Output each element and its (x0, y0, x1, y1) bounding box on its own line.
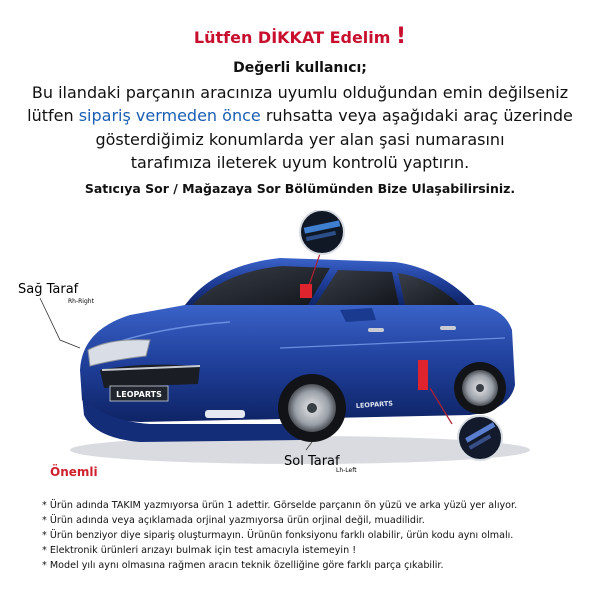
note-item: * Ürün benziyor diye sipariş oluşturmayın. Ürünün fonksiyonu farklı olabilir, ürün kodu aynı olmalı. (42, 530, 514, 541)
greeting: Değerli kullanıcı; (233, 60, 367, 76)
paragraph-line-2-post: ruhsatta veya aşağıdaki araç üzerinde (265, 106, 573, 125)
important-heading: Önemli (50, 465, 98, 479)
vin-marker-door (418, 360, 428, 390)
rear-wheel-hub (476, 384, 484, 392)
plate-text: LEOPARTS (116, 390, 162, 399)
callout-circle-door (458, 416, 502, 460)
door-text: LEOPARTS (355, 399, 394, 410)
left-side-label: Sol Taraf (284, 454, 340, 469)
paragraph-line-2 (0, 106, 600, 125)
note-item: * Ürün adında TAKIM yazmıyorsa ürün 1 adettir. Görselde parçanın ön yüzü ve arka yüzü yer alıyor. (42, 500, 518, 511)
notice-title-text: Lütfen DİKKAT Edelim (193, 28, 391, 47)
fog-light (205, 410, 245, 418)
door-handle-front (368, 328, 384, 332)
side-mirror (340, 308, 376, 322)
note-item: * Elektronik ürünleri arızayı bulmak için test amacıyla istemeyin ! (42, 545, 357, 556)
contact-line: Satıcıya Sor / Mağazaya Sor Bölümünden Bize Ulaşabilirsiniz. (84, 181, 516, 196)
paragraph-line-1: Bu ilandaki parçanın aracınıza uyumlu olduğundan emin değilseniz (31, 83, 569, 102)
car-illustration (0, 210, 600, 472)
right-side-label: Sağ Taraf (18, 282, 79, 297)
notice-title-exclaim: ! (396, 24, 407, 49)
right-side-pointer (40, 298, 80, 348)
front-wheel-hub (307, 403, 317, 413)
notice-title (0, 24, 600, 49)
paragraph-line-2-pre: lütfen (27, 106, 74, 125)
vin-marker-windshield (300, 284, 312, 298)
note-item: * Model yılı aynı olmasına rağmen aracın teknik özelliğine göre farklı parça çıkabilir. (42, 560, 444, 571)
note-item: * Ürün adında veya açıklamada orjinal yazmıyorsa ürün orjinal değil, muadilidir. (42, 515, 425, 526)
paragraph-line-3: gösterdiğimiz konumlarda yer alan şasi numarasını (95, 130, 505, 149)
door-handle-rear (440, 326, 456, 330)
right-side-sublabel: Rh-Right (68, 298, 94, 305)
paragraph-line-4: tarafımıza ileterek uyum kontrolü yaptırın. (130, 153, 470, 172)
highlight-before-order: sipariş vermeden önce (78, 106, 261, 125)
left-side-sublabel: Lh-Left (336, 467, 357, 472)
